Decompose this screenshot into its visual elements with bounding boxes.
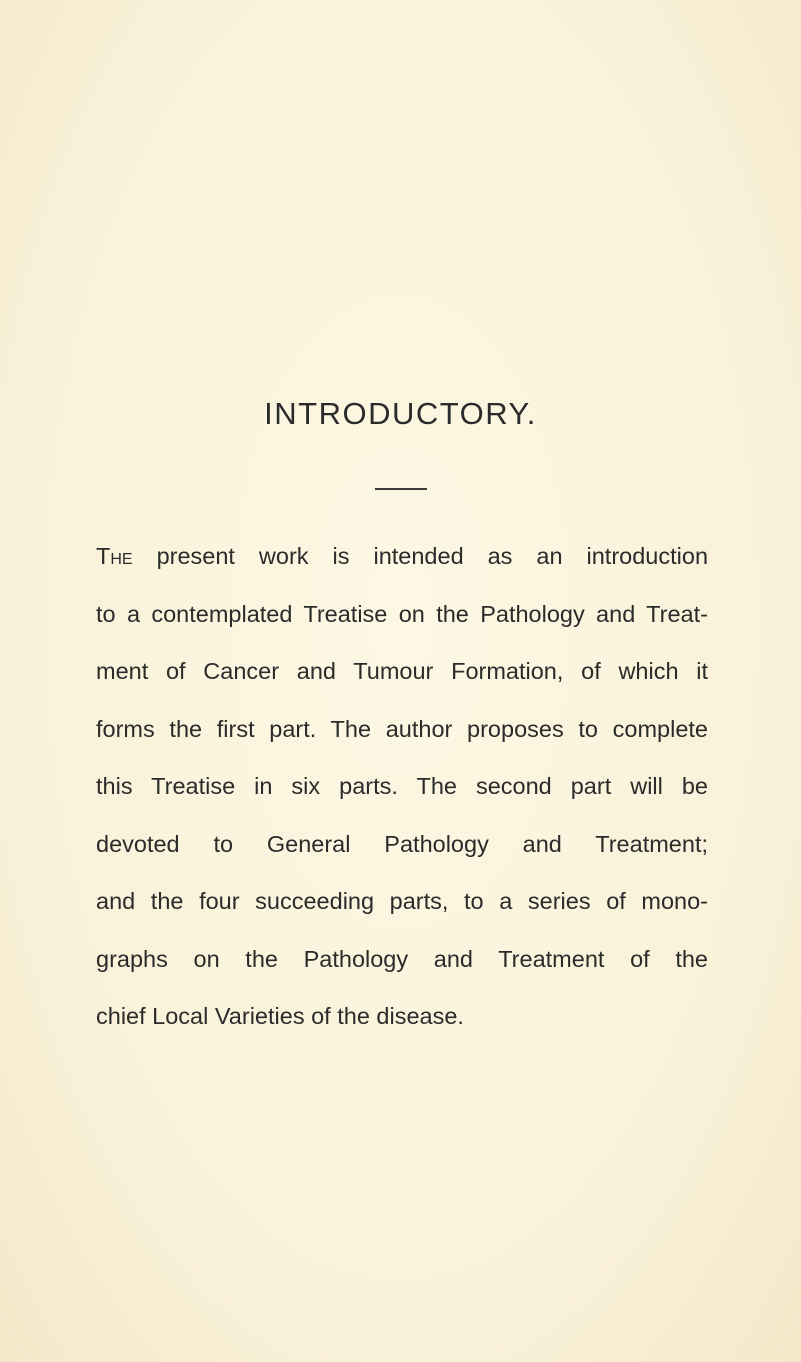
paragraph-line: ment of Cancer and Tumour Formation, of which it xyxy=(96,658,708,684)
paragraph-line: and the four succeeding parts, to a series of mono- xyxy=(96,888,708,914)
paragraph-line: graphs on the Pathology and Treatment of the xyxy=(96,945,708,972)
introduction-paragraph xyxy=(96,541,708,1059)
paragraph-line: devoted to General Pathology and Treatment; xyxy=(96,830,708,857)
paragraph-line: forms the first part. The author proposes to complete xyxy=(96,715,708,742)
paragraph-line: this Treatise in six parts. The second part will be xyxy=(96,773,708,799)
paragraph-line: The present work is intended as an introduction xyxy=(96,543,709,569)
paragraph-line: chief Local Varieties of the disease. xyxy=(96,1003,464,1029)
paragraph-line: to a contemplated Treatise on the Pathology and Treat- xyxy=(96,600,708,627)
page-title: INTRODUCTORY. xyxy=(264,396,537,431)
title-divider xyxy=(375,488,427,490)
paragraph-first-word: The xyxy=(96,543,133,569)
